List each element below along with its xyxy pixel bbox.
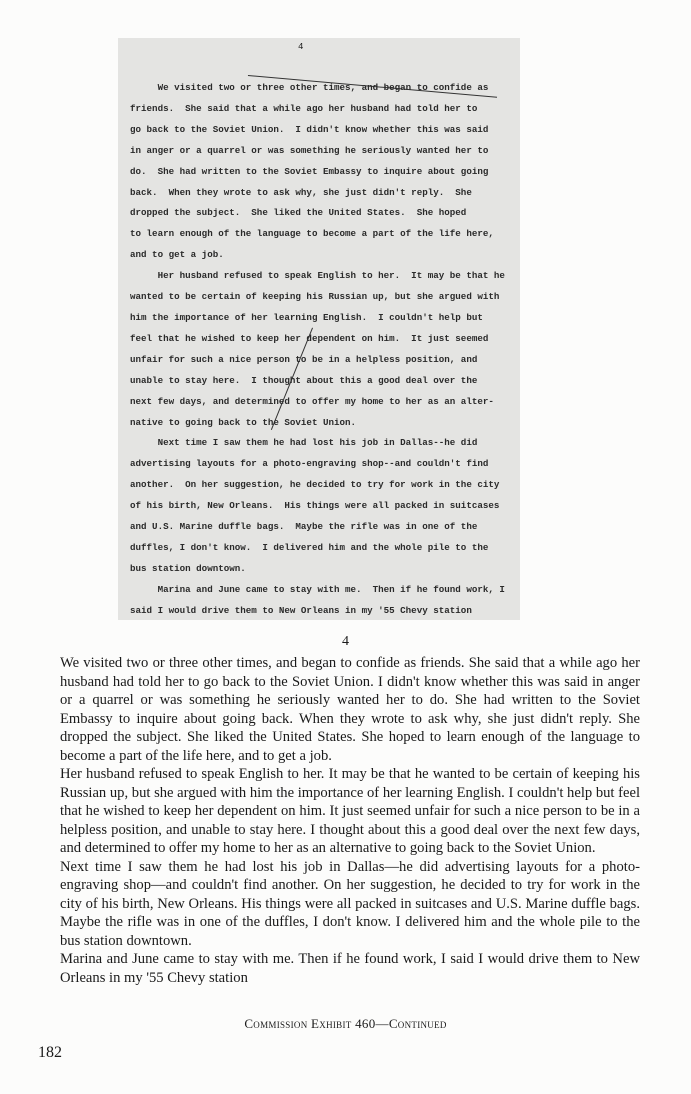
- typed-line: do. She had written to the Soviet Embassy to inquire about going: [130, 165, 489, 177]
- typed-lines: [130, 78, 510, 622]
- typed-line: bus station downtown.: [130, 562, 246, 574]
- typed-line: and U.S. Marine duffle bags. Maybe the rifle was in one of the: [130, 521, 478, 533]
- typed-line: duffles, I don't know. I delivered him and the whole pile to the: [130, 541, 489, 553]
- typed-line: unfair for such a nice person to be in a helpless position, and: [130, 353, 478, 365]
- typed-line: of his birth, New Orleans. His things were all packed in suitcases: [130, 500, 500, 512]
- typewritten-page-scan: [118, 38, 520, 620]
- paragraph: We visited two or three other times, and began to confide as friends. She said that a while ago her husband had told her to go back to the Soviet Union. I didn't know whether this was said in anger or a quarrel or was something he seriously wanted her to do. She had written to the Soviet Embassy to inquire about going back. When they wrote to ask why, she just didn't reply. She dropped the subject. She liked the United States. She hoped to learn enough of the language to become a part of the life here, and to get a job.: [60, 655, 640, 764]
- typed-line: next few days, and determined to offer my home to her as an alter-: [130, 395, 494, 407]
- typed-line: native to going back to the Soviet Union.: [130, 416, 357, 428]
- typed-line: said I would drive them to New Orleans in my '55 Chevy station: [130, 604, 472, 616]
- exhibit-caption: Commission Exhibit 460—Continued: [244, 1016, 447, 1031]
- typed-line: him the importance of her learning English. I couldn't help but: [130, 311, 483, 323]
- typed-line: wanted to be certain of keeping his Russian up, but she argued with: [130, 291, 500, 303]
- paragraph: Next time I saw them he had lost his job in Dallas—he did advertising layouts for a photo-engraving shop—and couldn't find another. On her suggestion, he decided to try for work in the city of his birth, New Orleans. His things were all packed in suitcases and U.S. Marine duffle bags. Maybe the rifle was in one of the duffles, I don't know. I delivered him and the whole pile to the bus station downtown.: [60, 858, 640, 949]
- typed-line: friends. She said that a while ago her husband had told her to: [130, 102, 478, 114]
- folio-page-number: 182: [38, 1044, 62, 1061]
- transcript-body: [60, 654, 640, 987]
- typed-line: back. When they wrote to ask why, she just didn't reply. She: [130, 186, 472, 198]
- paragraph: Marina and June came to stay with me. Then if he found work, I said I would drive them to New Orleans in my '55 Chevy station: [60, 951, 640, 986]
- typed-line: We visited two or three other times, and began to confide as: [130, 82, 489, 93]
- typed-line: dropped the subject. She liked the United States. She hoped: [130, 207, 467, 219]
- typed-line: to learn enough of the language to become a part of the life here,: [130, 228, 494, 240]
- transcript-page-number: 4: [342, 634, 349, 649]
- typed-line: in anger or a quarrel or was something he seriously wanted her to: [130, 144, 489, 156]
- typed-line: feel that he wished to keep her dependent on him. It just seemed: [130, 332, 489, 344]
- paragraph: Her husband refused to speak English to her. It may be that he wanted to be certain of keeping his Russian up, but she argued with him the importance of her learning English. I couldn't help but feel that he wished to keep her dependent on him. It just seemed unfair for such a nice person to be in a helpless position, and unable to stay here. I thought about this a good deal over the next few days, and determined to offer my home to her as an alternative to going back to the Soviet Union.: [60, 766, 640, 856]
- typed-line: go back to the Soviet Union. I didn't know whether this was said: [130, 123, 489, 135]
- typed-page-number: 4: [298, 42, 304, 52]
- typed-line: advertising layouts for a photo-engraving shop--and couldn't find: [130, 458, 489, 470]
- typed-line: Marina and June came to stay with me. Then if he found work, I: [130, 583, 505, 595]
- typed-line: Her husband refused to speak English to her. It may be that he: [130, 270, 505, 282]
- typed-line: Next time I saw them he had lost his job in Dallas--he did: [130, 437, 478, 449]
- typed-line: another. On her suggestion, he decided to try for work in the city: [130, 479, 500, 491]
- typed-line: unable to stay here. I thought about this a good deal over the: [130, 374, 478, 386]
- typed-line: and to get a job.: [130, 249, 224, 261]
